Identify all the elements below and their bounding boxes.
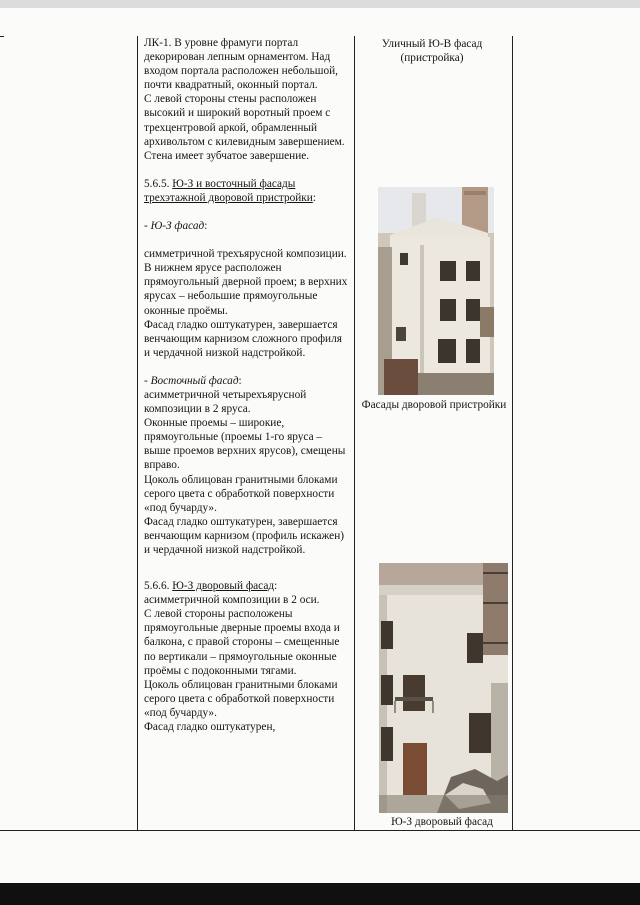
table-border-left: [137, 36, 138, 831]
scan-top-edge: [0, 0, 640, 8]
sec566-finish: Фасад гладко оштукатурен,: [144, 721, 276, 734]
section-565-title: Ю-З и восточный фасады трехэтажной дворовой пристройки: [144, 177, 313, 204]
paragraph-gate: С левой стороны стены расположен высокий и широкий воротный проем с трехцентровой аркой, обрамленный архивольтом с килевидным завершением.: [144, 93, 345, 148]
photo-sw-courtyard-facade: [379, 563, 508, 813]
east-finish: Фасад гладко оштукатурен, завершается венчающим карнизом (профиль искажен) и чердачной низкой надстройкой.: [144, 515, 345, 556]
description-column: [144, 36, 349, 734]
section-565-number: 5.6.5.: [144, 177, 170, 190]
sec566-composition: асимметричной композиции в 2 оси.: [144, 594, 320, 607]
section-566-heading: 5.6.6. Ю-З дворовый фасад:: [144, 580, 278, 593]
east-composition: асимметричной четырехъярусной композиции в 2 яруса.: [144, 388, 307, 416]
scan-bottom-edge: [0, 883, 640, 905]
east-facade-label: - Восточный фасад:: [144, 374, 242, 387]
section-565-heading: 5.6.5. Ю-З и восточный фасады трехэтажной дворовой пристройки:: [144, 177, 316, 204]
table-row-top: [0, 36, 4, 37]
table-border-middle: [354, 36, 355, 831]
sec566-openings: С левой стороны расположены прямоугольные дверные проемы входа и балкона, с правой стороны – смещенные по вертикали – прямоугольные оконные проёмы с подоконными тягами.: [144, 608, 340, 677]
east-openings: Оконные проемы – широкие, прямоугольные (проемы 1-го яруса – выше проемов верхних ярусов), смещены вправо.: [144, 417, 346, 472]
sw-finish: Фасад гладко оштукатурен, завершается венчающим карнизом сложного профиля и чердачной низкой надстройкой.: [144, 318, 342, 359]
paragraph-wall-top: Стена имеет зубчатое завершение.: [144, 149, 310, 162]
caption-sw-courtyard: Ю-З дворовый фасад: [391, 816, 493, 828]
sw-openings: В нижнем ярусе расположен прямоугольный дверной проем; в верхних ярусах – небольшие прямоугольные оконные проёмы.: [144, 262, 348, 317]
section-566-title: Ю-З дворовый фасад: [172, 580, 275, 593]
caption-street-facade: Уличный Ю-В фасад (пристройка): [381, 38, 483, 64]
sw-facade-label: - Ю-З фасад:: [144, 220, 208, 233]
paragraph-portal: ЛК-1. В уровне фрамуги портал декорирован лепным орнаментом. Над входом портала расположен небольшой, почти квадратный, оконный портал.: [144, 37, 338, 92]
table-border-right: [512, 36, 513, 831]
caption-annex-facades: Фасады дворовой пристройки: [361, 399, 507, 411]
sw-composition: симметричной трехъярусной композиции.: [144, 248, 347, 261]
sec566-plinth: Цоколь облицован гранитными блоками серого цвета с обработкой поверхности «под бучарду».: [144, 678, 338, 719]
table-row-line: [0, 830, 640, 831]
east-plinth: Цоколь облицован гранитными блоками серого цвета с обработкой поверхности «под бучарду».: [144, 473, 338, 514]
section-566-number: 5.6.6.: [144, 580, 170, 593]
photo-courtyard-annex: [378, 187, 494, 395]
